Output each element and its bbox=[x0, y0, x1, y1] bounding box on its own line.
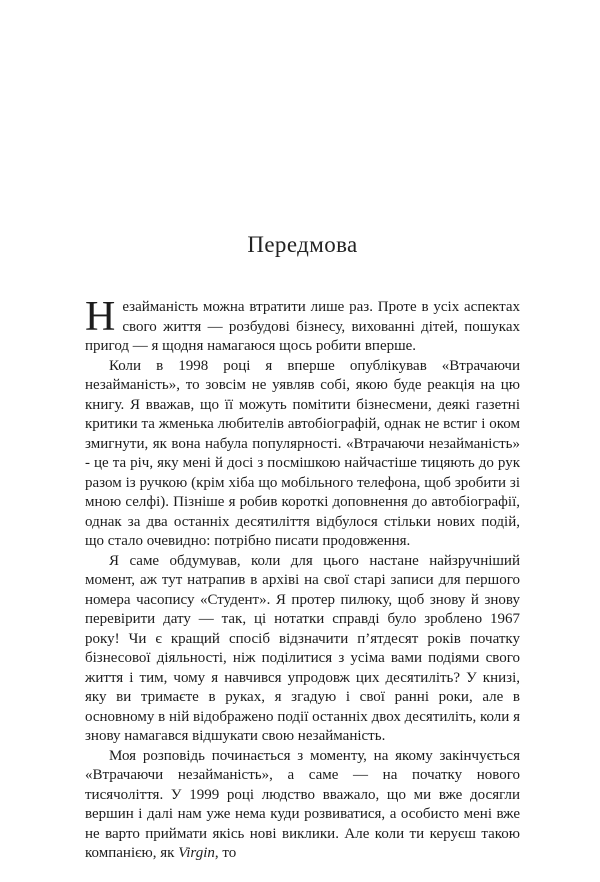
body-text-segment: Я саме обдумував, коли для цього настане найзручніший момент, аж тут натрапив в архіві на свої старі записи для першого номера часопису «Студент». Я протер пилюку, щоб знову й знову перевірити дату — так, ці нотатки справді було зроблено 1967 року! Чи є кращий спосіб відзначити п’ятдесят років початку бізнесової діяльності, ніж поділитися з усіма вами подіями свого життя і тим, чому я навчився упродовж цих десятиліть? У книзі, яку ви тримаєте в руках, я згадую і свої ранні роки, але в основному в ній відображено події останніх двох десятиліть, коли я знову намагався відшукати свою незайманість. bbox=[85, 552, 520, 744]
body-text-segment: Моя розповідь починається з моменту, на якому закінчується «Втрачаючи незайманість», а саме — на початку нового тисячоліття. У 1999 році людство вважало, що ми вже досягли вершин і далі нам уже нема куди розвиватися, а особисто мені вже не варто приймати якісь нові виклики. Але коли ти керуєш такою компанією, як bbox=[85, 747, 520, 861]
paragraph bbox=[85, 552, 520, 747]
body-text-segment: Коли в 1998 році я вперше опублікував «Втрачаючи незайманість», то зовсім не уявляв собі, якою буде реакція на цю книгу. Я вважав, що її можуть помітити бізнесмени, деякі газетні критики та жменька любителів автобіографій, однак не встиг і оком змигнути, як вона набула популярності. «Втрачаючи незайманість» - це та річ, яку мені й досі з посмішкою найчастіше тицяють до рук разом із ручкою (крім хіба що мобільного телефона, щоб зробити зі мною селфі). Пізніше я робив короткі доповнення до автобіографії, однак за два останніх десятиліття відбулося стільки нових подій, що стало очевидно: потрібно писати продовження. bbox=[85, 357, 520, 549]
paragraph bbox=[85, 294, 520, 357]
body-text-italic: Virgin bbox=[178, 845, 215, 861]
body-text-segment: , то bbox=[214, 845, 237, 861]
body-text-segment: езайманість можна втратити лише раз. Проте в усіх аспектах свого життя — розбудові бізнесу, вихованні дітей, пошуках пригод — я щодня намагаюся щось робити вперше. bbox=[85, 299, 520, 354]
page-body bbox=[85, 294, 520, 864]
paragraph bbox=[85, 747, 520, 864]
dropcap-letter: Н bbox=[85, 294, 116, 340]
paragraph bbox=[85, 357, 520, 552]
chapter-title: Передмова bbox=[247, 232, 358, 257]
